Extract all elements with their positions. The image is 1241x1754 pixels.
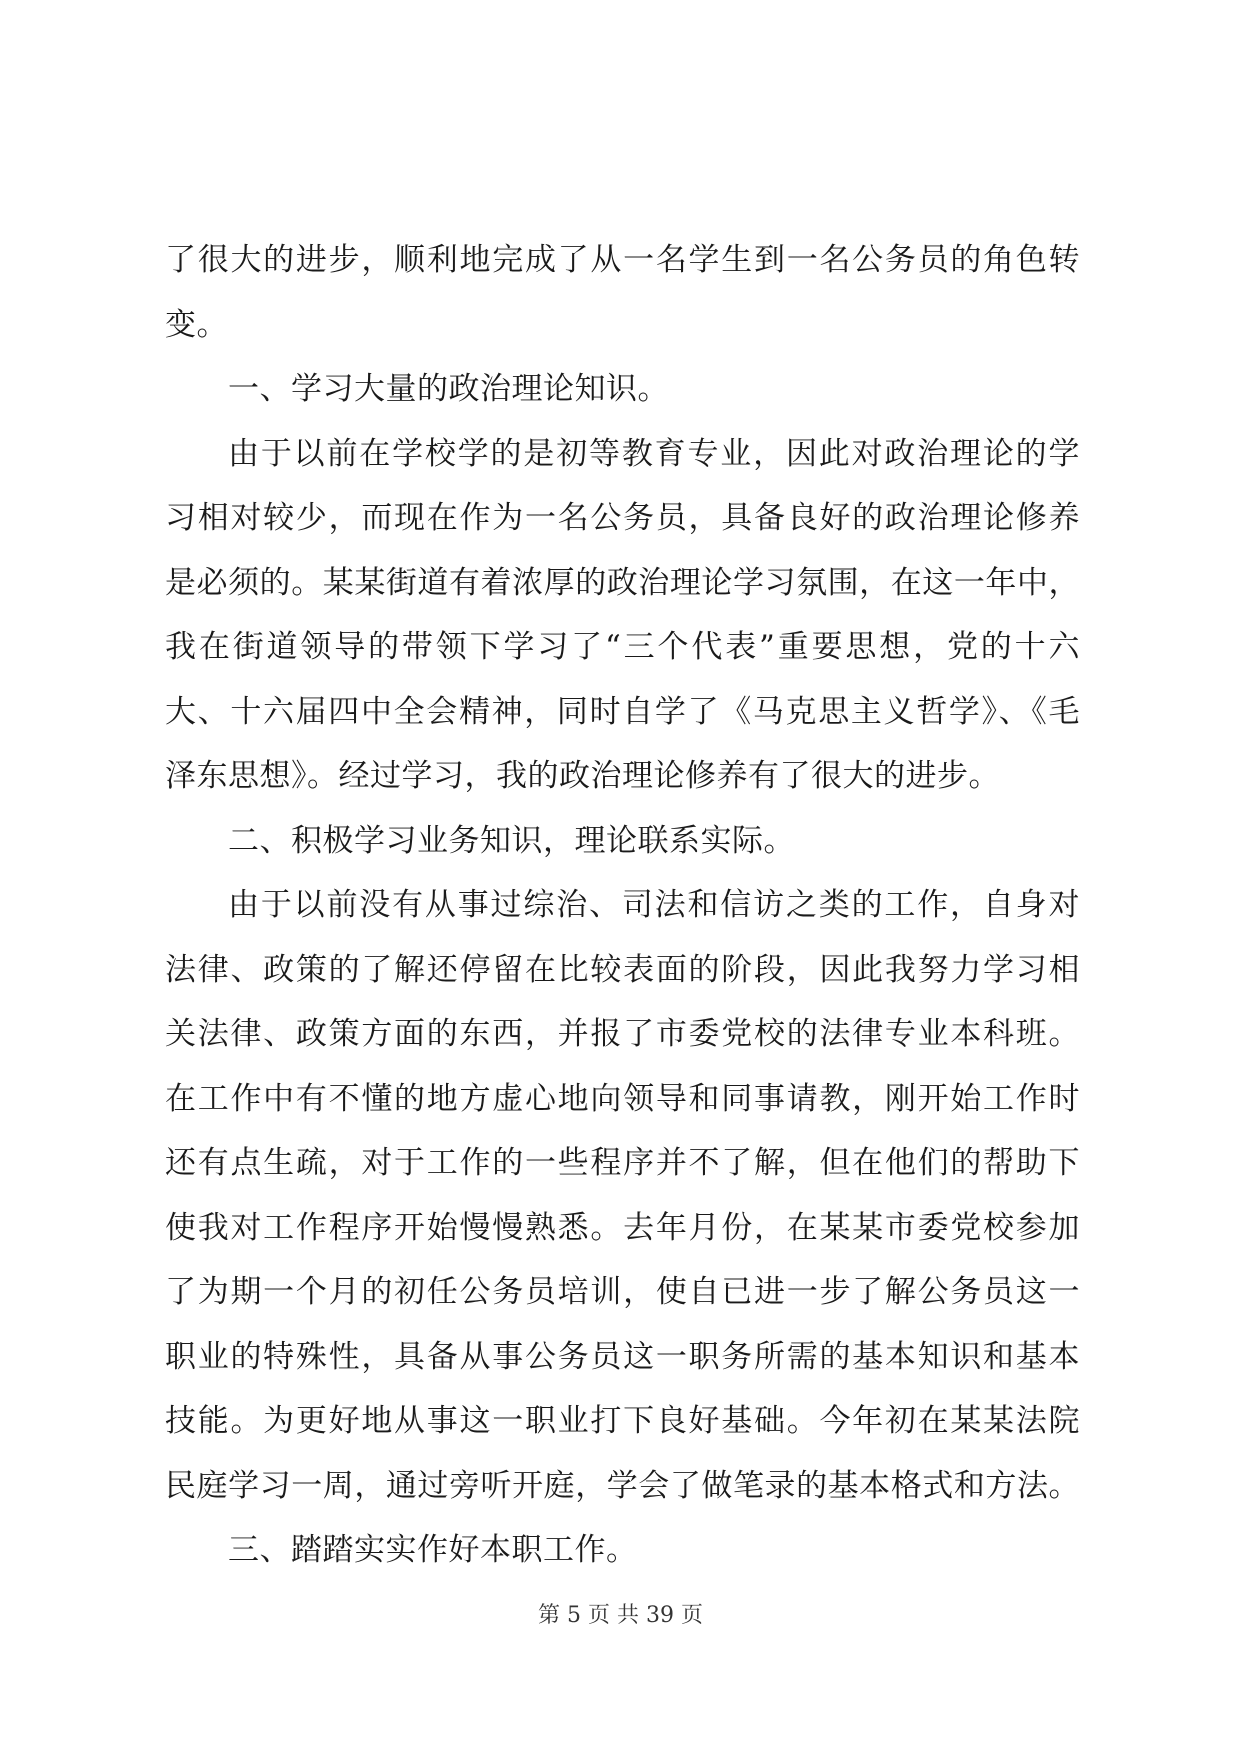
text-line: 了很大的进步，顺利地完成了从一名学生到一名公务员的角色转 <box>165 242 1080 278</box>
text-line: 变。 <box>165 306 228 343</box>
page-number: 第 5 页 共 39 页 <box>538 1603 703 1628</box>
text-line: 民庭学习一周，通过旁听开庭，学会了做笔录的基本格式和方法。 <box>165 1467 1080 1504</box>
text-line: 大、十六届四中全会精神，同时自学了《马克思主义哲学》、《毛 <box>165 693 1080 730</box>
text-line: 使我对工作程序开始慢慢熟悉。去年月份，在某某市委党校参加 <box>165 1209 1080 1246</box>
text-line: 由于以前在学校学的是初等教育专业，因此对政治理论的学 <box>228 435 1080 472</box>
document-body <box>165 228 1080 1583</box>
text-line: 是必须的。某某街道有着浓厚的政治理论学习氛围，在这一年中， <box>165 564 1080 601</box>
text-line: 我在街道领导的带领下学习了“三个代表”重要思想，党的十六 <box>165 629 1080 665</box>
text-line: 技能。为更好地从事这一职业打下良好基础。今年初在某某法院 <box>165 1403 1080 1439</box>
text-line: 关法律、政策方面的东西，并报了市委党校的法律专业本科班。 <box>165 1016 1080 1052</box>
text-line: 还有点生疏，对于工作的一些程序并不了解，但在他们的帮助下 <box>165 1145 1080 1181</box>
text-line: 在工作中有不懂的地方虚心地向领导和同事请教，刚开始工作时 <box>165 1080 1080 1117</box>
section-heading: 一、学习大量的政治理论知识。 <box>228 371 669 407</box>
text-line: 由于以前没有从事过综治、司法和信访之类的工作，自身对 <box>228 887 1080 923</box>
text-line: 职业的特殊性，具备从事公务员这一职务所需的基本知识和基本 <box>165 1338 1080 1375</box>
text-line: 泽东思想》。经过学习，我的政治理论修养有了很大的进步。 <box>165 758 1000 794</box>
section-heading: 三、踏踏实实作好本职工作。 <box>228 1532 638 1568</box>
text-line: 法律、政策的了解还停留在比较表面的阶段，因此我努力学习相 <box>165 951 1080 988</box>
text-line: 习相对较少，而现在作为一名公务员，具备良好的政治理论修养 <box>165 500 1080 536</box>
page-footer <box>0 1598 1241 1629</box>
section-heading: 二、积极学习业务知识，理论联系实际。 <box>228 822 795 859</box>
text-line: 了为期一个月的初任公务员培训，使自已进一步了解公务员这一 <box>165 1274 1080 1310</box>
